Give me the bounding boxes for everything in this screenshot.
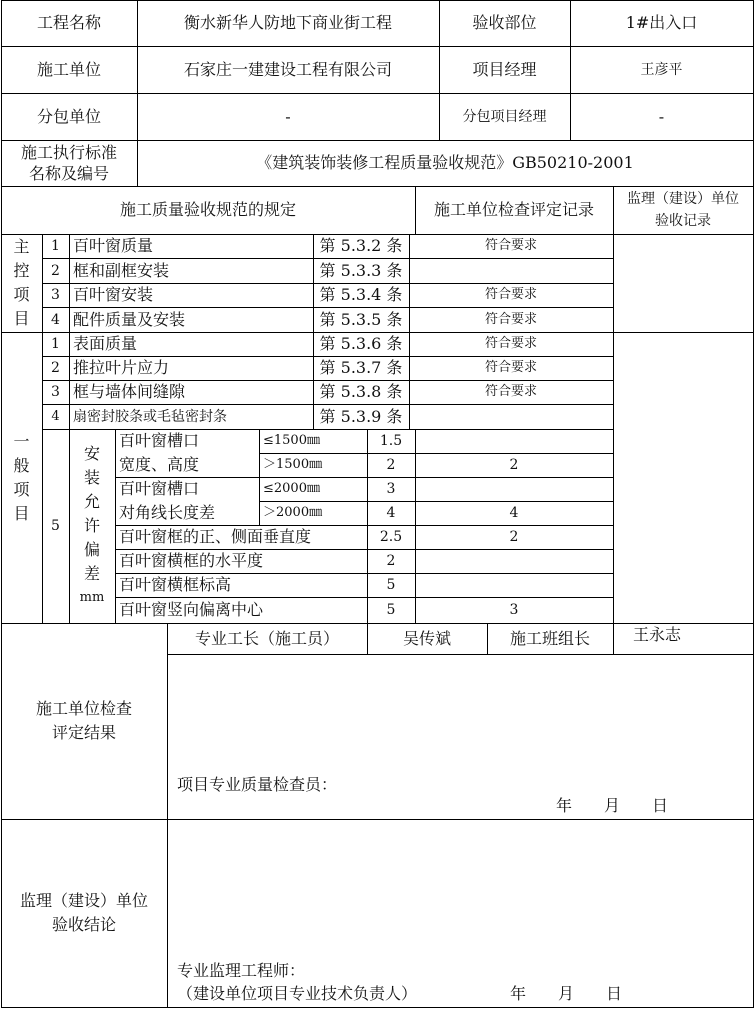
tolerance-value: 2.5 [379,529,403,545]
item-result: 符合要求 [484,287,537,302]
team-leader-name: 王永志 [633,625,682,644]
inspector-label: 项目专业质量检查员： [177,775,338,794]
item-result: 符合要求 [484,311,537,327]
tolerance-cond: ≤1500㎜ [263,433,320,448]
conclusion-label-line: 验收结论 [51,915,116,934]
item-no: 3 [51,384,60,400]
slot-diagonal-label [115,477,259,525]
tolerance-single-name: 百叶窗横框的水平度 [119,551,264,570]
item-result: 符合要求 [484,336,537,351]
slot-width-height-label [115,429,259,477]
standard-value: 《建筑装饰装修工程质量验收规范》GB50210-2001 [256,153,634,172]
check-record-column-header: 施工单位检查评定记录 [433,200,594,219]
foreman-label: 专业工长（施工员） [194,628,339,648]
foreman-name: 吴传斌 [402,628,451,648]
tolerance-value: 2 [386,457,396,473]
contractor-label: 施工单位 [36,59,101,79]
label-char: 项 [13,285,30,304]
tolerance-measured: 4 [509,505,519,521]
tolerance-value: 4 [386,505,396,521]
label-char: mm [79,590,105,605]
item-clause: 第 5.3.5 条 [319,309,403,329]
label-char: 项 [13,479,30,499]
item-no: 4 [51,408,60,424]
item-no: 2 [51,360,60,376]
item-name: 配件质量及安装 [73,309,186,329]
project-manager-label: 项目经理 [472,59,537,79]
team-leader-label: 施工班组长 [509,628,590,648]
tolerance-measured: 3 [509,602,519,618]
slot-label-line: 宽度、高度 [119,455,200,474]
label-char: 目 [13,309,30,328]
engineer-label: 专业监理工程师： [177,961,306,980]
project-manager-value: 王彦平 [640,61,683,78]
item-result [409,258,613,283]
spec-column-header: 施工质量验收规范的规定 [119,200,296,219]
tolerance-cond: ＞2000㎜ [263,505,323,520]
slot-label-line: 百叶窗槽口 [119,479,200,498]
item-name: 百叶窗质量 [73,236,154,255]
acceptance-part-label: 验收部位 [472,13,537,32]
general-label [1,332,42,623]
supervisor-header-line1: 监理（建设）单位 [627,191,739,207]
tolerance-single-name: 百叶窗框的正、侧面垂直度 [119,527,312,546]
tolerance-measured [415,573,613,597]
tolerance-cond: ＞1500㎜ [263,457,323,472]
label-char: 一 [13,431,30,451]
standard-label [1,140,137,186]
label-char: 控 [13,261,30,280]
conclusion-label [1,819,167,1007]
item-name: 表面质量 [73,334,138,353]
slot-label-line: 百叶窗槽口 [119,431,200,450]
standard-label-line2: 名称及编号 [28,164,109,183]
label-char: 目 [13,503,30,523]
subcontractor-value: - [285,106,291,126]
result-label-line: 评定结果 [51,723,116,742]
item-result: 符合要求 [484,238,537,253]
sub-manager-value: - [658,106,665,126]
item-clause: 第 5.3.9 条 [319,406,403,426]
standard-label-line1: 施工执行标准 [20,143,117,162]
slot-label-line: 对角线长度差 [119,503,216,522]
subcontractor-label: 分包单位 [36,106,101,126]
tolerance-value: 5 [386,577,396,593]
tolerance-cond: ≤2000㎜ [263,481,320,496]
tolerance-measured: 2 [509,457,519,473]
item-result: 符合要求 [484,360,537,375]
tolerance-measured [415,549,613,573]
result-label [1,623,167,819]
tolerance-measured [415,429,613,453]
item-no: 1 [51,238,60,254]
project-name-value: 衡水新华人防地下商业街工程 [183,13,392,32]
item-no: 3 [51,287,60,303]
label-char: 装 [83,468,100,487]
tolerance-label [69,429,115,623]
item-result [409,404,613,429]
item-name: 框和副框安装 [73,260,170,280]
item-name: 框与墙体间缝隙 [73,382,186,401]
item-clause: 第 5.3.2 条 [319,236,403,255]
label-char: 般 [13,455,30,475]
sub-manager-label: 分包项目经理 [462,108,547,125]
item-clause: 第 5.3.3 条 [319,260,403,280]
item-name: 推拉叶片应力 [73,358,170,377]
item-clause: 第 5.3.7 条 [319,358,403,377]
item-name: 扇密封胶条或毛毡密封条 [73,408,227,425]
tech-label: （建设单位项目专业技术负责人） [177,984,418,1003]
label-char: 许 [83,516,100,535]
result-label-line: 施工单位检查 [35,699,132,718]
label-char: 允 [83,492,100,511]
tolerance-value: 5 [386,602,396,618]
label-char: 差 [83,564,100,583]
tolerance-single-name: 百叶窗竖向偏离中心 [119,600,264,619]
conclusion-label-line: 监理（建设）单位 [19,891,148,910]
item-name: 百叶窗安装 [73,285,154,304]
conclusion-date: 年 月 日 [510,984,623,1003]
item-clause: 第 5.3.4 条 [319,285,403,304]
result-date: 年 月 日 [556,796,669,815]
item-clause: 第 5.3.8 条 [319,382,403,401]
acceptance-part-value: 1#出入口 [625,13,698,32]
tolerance-value: 3 [386,481,396,497]
tolerance-value: 1.5 [379,433,403,449]
project-name-label: 工程名称 [36,13,101,32]
label-char: 安 [83,444,100,463]
tolerance-measured: 2 [509,529,519,545]
item-no: 2 [51,262,60,279]
item-no: 1 [51,336,60,352]
supervisor-header-line2: 验收记录 [655,213,711,229]
contractor-value: 石家庄一建建设工程有限公司 [183,59,392,79]
item-clause: 第 5.3.6 条 [319,334,403,353]
label-char: 偏 [83,540,100,559]
supervisor-column-header [613,186,753,234]
main-control-label [1,234,42,332]
item-5-no: 5 [51,518,60,534]
tolerance-measured [415,477,613,501]
tolerance-single-name: 百叶窗横框标高 [119,575,232,594]
tolerance-value: 2 [386,553,396,569]
label-char: 主 [13,237,30,256]
item-no: 4 [51,311,60,328]
item-result: 符合要求 [484,384,537,399]
